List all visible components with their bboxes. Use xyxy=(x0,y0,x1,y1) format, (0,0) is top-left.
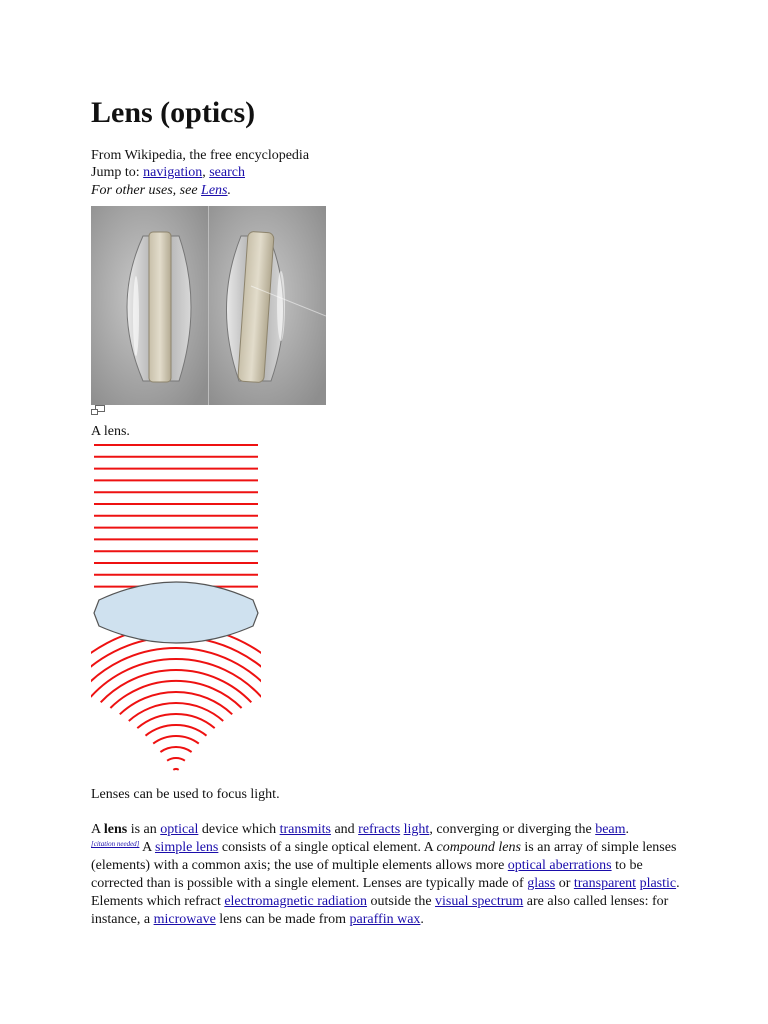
converging-wavefront xyxy=(129,703,223,721)
link-optical-aberrations[interactable]: optical aberrations xyxy=(507,858,612,873)
text-run: and xyxy=(330,822,359,837)
text-run: A xyxy=(139,840,155,855)
text-run: lens can be made from xyxy=(215,912,350,927)
photo-divider xyxy=(208,206,209,405)
lens-disambiguation-link[interactable]: Lens xyxy=(201,183,228,198)
lens-photo[interactable] xyxy=(91,206,326,405)
link-transmits[interactable]: transmits xyxy=(279,822,331,837)
hatnote xyxy=(91,182,231,200)
term-compound-lens: compound lens xyxy=(436,840,521,855)
hatnote-prefix: For other uses, see xyxy=(91,183,202,198)
hatnote-suffix: . xyxy=(227,183,231,198)
citation-needed[interactable] xyxy=(91,840,139,848)
link-plastic[interactable]: plastic xyxy=(639,876,677,891)
text-run: is an array of simple lenses (elements) with a common axis; the use of multiple elements allows more xyxy=(91,840,677,873)
text-run: is an xyxy=(127,822,161,837)
jump-prefix: Jump to: xyxy=(91,165,144,180)
diagram-caption: Lenses can be used to focus light. xyxy=(91,787,280,802)
text-run: , converging or diverging the xyxy=(429,822,596,837)
lens-shape xyxy=(94,582,258,643)
link-optical[interactable]: optical xyxy=(160,822,199,837)
jump-to-line xyxy=(91,164,245,182)
converging-wavefront xyxy=(173,769,178,770)
link-visual-spectrum[interactable]: visual spectrum xyxy=(435,894,524,909)
text-run: outside the xyxy=(366,894,436,909)
search-link[interactable]: search xyxy=(209,165,245,180)
site-tagline: From Wikipedia, the free encyclopedia xyxy=(91,148,310,163)
text-run: . xyxy=(420,912,424,927)
term-lens: lens xyxy=(103,822,128,837)
text-run: are also called lenses: for instance, a xyxy=(91,894,669,927)
link-microwave[interactable]: microwave xyxy=(153,912,216,927)
converging-wavefront xyxy=(146,725,207,736)
converging-wavefront xyxy=(153,736,199,744)
link-beam[interactable]: beam xyxy=(595,822,626,837)
link-glass[interactable]: glass xyxy=(527,876,556,891)
link-transparent[interactable]: transparent xyxy=(573,876,637,891)
enlarge-icon[interactable] xyxy=(91,405,105,415)
converging-wavefront xyxy=(167,758,185,761)
link-light[interactable]: light xyxy=(403,822,430,837)
link-refracts[interactable]: refracts xyxy=(358,822,401,837)
photo-caption: A lens. xyxy=(91,424,130,439)
intro-paragraph xyxy=(91,821,681,929)
text-run: device which xyxy=(198,822,280,837)
navigation-link[interactable]: navigation xyxy=(143,165,203,180)
link-electromagnetic-radiation[interactable]: electromagnetic radiation xyxy=(224,894,367,909)
text-run: A xyxy=(91,822,104,837)
text-run: . Elements which refract xyxy=(91,876,680,909)
converging-wavefront xyxy=(160,747,191,752)
focus-diagram[interactable] xyxy=(91,438,261,780)
text-run: or xyxy=(555,876,574,891)
page-title: Lens (optics) xyxy=(91,96,256,129)
jump-separator: , xyxy=(202,165,210,180)
text-run: consists of a single optical element. A xyxy=(218,840,437,855)
citation-needed-link[interactable]: [citation needed] xyxy=(91,840,140,848)
text-run: to be corrected than is possible with a single element. Lenses are typically made of xyxy=(91,858,643,891)
link-simple-lens[interactable]: simple lens xyxy=(154,840,219,855)
link-paraffin-wax[interactable]: paraffin wax xyxy=(349,912,421,927)
text-run: . xyxy=(625,822,630,837)
